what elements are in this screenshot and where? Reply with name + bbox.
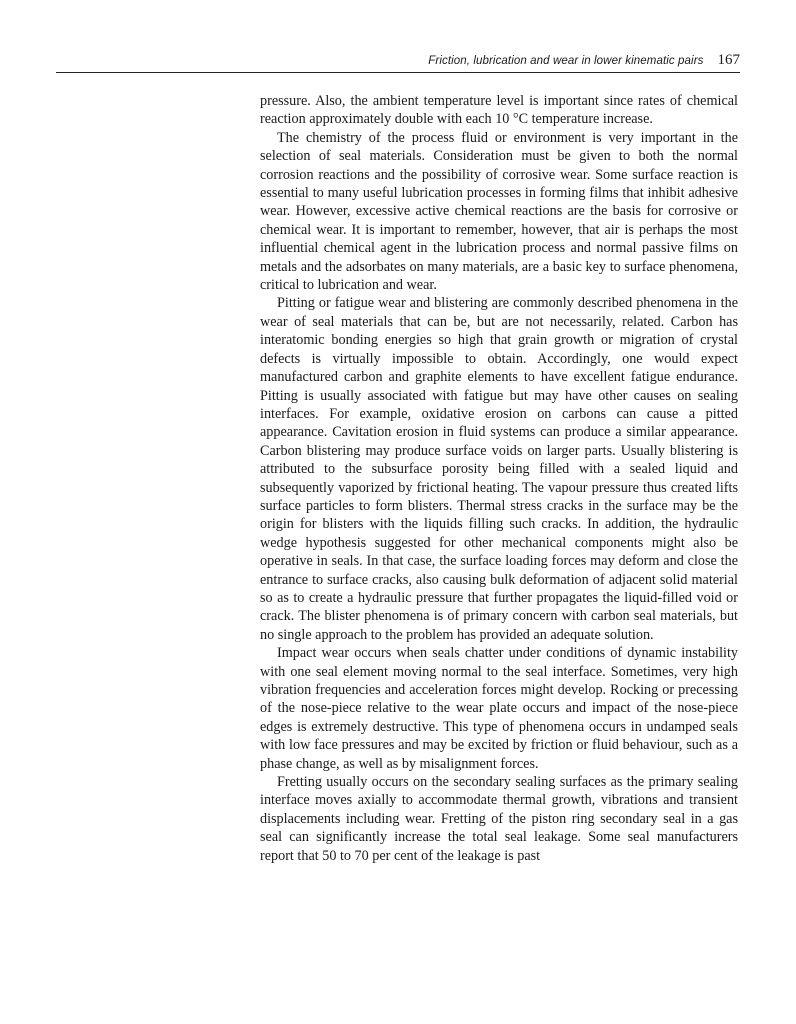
paragraph: Impact wear occurs when seals chatter under conditions of dynamic instability with one seal element moving normal to the seal interface. Sometimes, very high vibration frequencies and acceleration forces might develop. Rocking or precessing of the nose-piece relative to the wear plate occurs and impact of the nose-piece edges is extremely destructive. This type of phenomena occurs in undamped seals with low face pressures and may be excited by friction or fluid behaviour, such as a phase change, as well as by misalignment forces. <box>260 645 738 772</box>
paragraph: Fretting usually occurs on the secondary sealing surfaces as the primary sealing interface moves axially to accommodate thermal growth, vibrations and transient displacements including wear. Fretting of the piston ring secondary seal in a gas seal can significantly increase the total seal leakage. Some seal manufacturers report that 50 to 70 per cent of the leakage is past <box>260 774 738 864</box>
running-title: Friction, lubrication and wear in lower kinematic pairs <box>428 55 704 67</box>
paragraph: The chemistry of the process fluid or environment is very important in the selection of seal materials. Consideration must be given to both the normal corrosion reactions and the possibility of corrosive wear. Some surface reaction is essential to many useful lubrication processes in forming films that inhibit adhesive wear. However, excessive active chemical reactions are the basis for corrosive or chemical wear. It is important to remember, however, that air is perhaps the most influential chemical agent in the lubrication process and normal passive films on metals and the adsorbates on many materials, are a basic key to surface phenomena, critical to lubrication and wear. <box>260 129 738 294</box>
body-text <box>260 92 738 865</box>
paragraph: pressure. Also, the ambient temperature level is important since rates of chemical reaction approximately double with each 10 °C temperature increase. <box>260 93 738 128</box>
header-rule <box>56 72 740 73</box>
page-number: 167 <box>717 52 740 68</box>
paragraph: Pitting or fatigue wear and blistering are commonly described phenomena in the wear of seal materials that can be, but are not necessarily, related. Carbon has interatomic bonding energies so high that grain growth or migration of crystal defects is virtually impossible to obtain. Accordingly, one would expect manufactured carbon and graphite elements to have excellent fatigue endurance. Pitting is usually associated with fatigue but may have other causes on sealing interfaces. For example, oxidative erosion on carbons can cause a pitted appearance. Cavitation erosion in fluid systems can produce a similar appearance. Carbon blistering may produce surface voids on larger parts. Usually blistering is attributed to the subsurface porosity being filled with a sealed liquid and subsequently vaporized by frictional heating. The vapour pressure thus created lifts surface particles to form blisters. Thermal stress cracks in the surface may be the origin for blisters with the liquids filling such cracks. In addition, the hydraulic wedge hypothesis suggested for other mechanical components might also be operative in seals. In that case, the surface loading forces may deform and close the entrance to surface cracks, also causing bulk deformation of adjacent solid material so as to create a hydraulic pressure that further propagates the liquid-filled void or crack. The blister phenomena is of primary concern with carbon seal materials, but no single approach to the problem has provided an adequate solution. <box>260 295 738 643</box>
running-header <box>260 52 740 69</box>
